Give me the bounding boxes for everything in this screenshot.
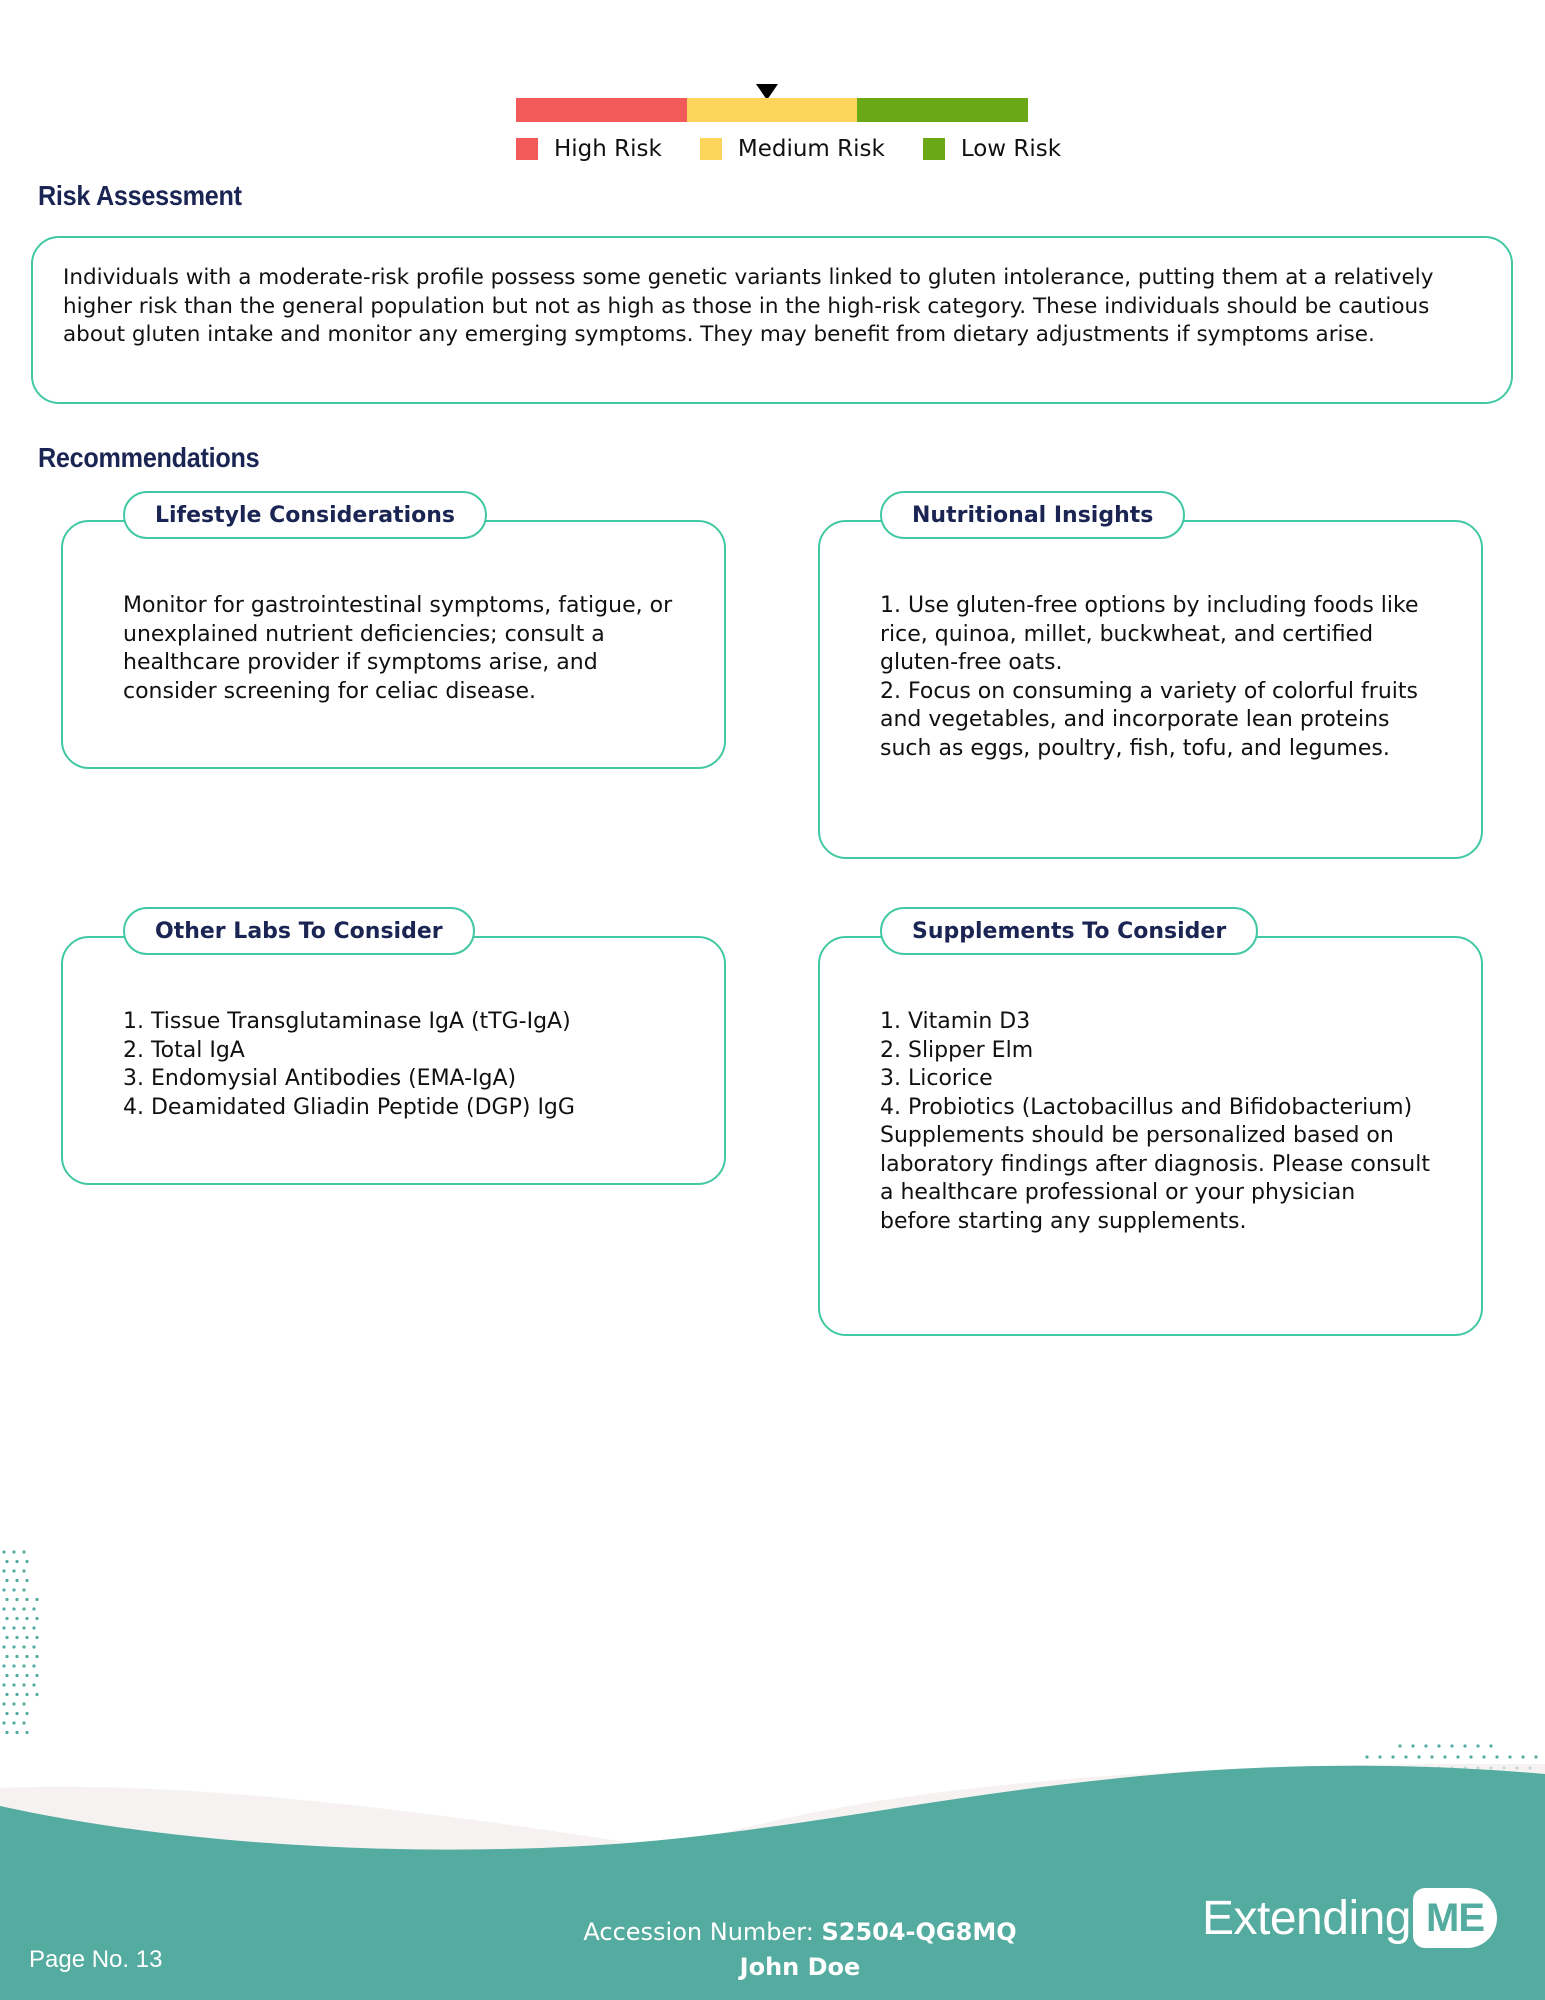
card-line: 3. Licorice xyxy=(880,1066,993,1091)
lifestyle-card-body xyxy=(123,592,674,706)
labs-card-body xyxy=(123,1008,674,1122)
legend-low-risk xyxy=(923,136,1061,162)
medium-risk-segment xyxy=(687,98,858,122)
low-risk-swatch xyxy=(923,138,945,160)
lifestyle-card xyxy=(61,502,726,769)
card-line: 4. Probiotics (Lactobacillus and Bifidobacterium) xyxy=(880,1094,1413,1120)
card-line: 1. Tissue Transglutaminase IgA (tTG-IgA) xyxy=(123,1009,571,1034)
extendingme-logo xyxy=(1202,1888,1497,1948)
card-line: 1. Use gluten-free options by including foods like rice, quinoa, millet, buckwheat, and certified gluten-free oats. xyxy=(880,593,1419,675)
recommendations-title: Recommendations xyxy=(38,442,260,473)
risk-scale-bar xyxy=(516,98,1028,122)
nutrition-card-title: Nutritional Insights xyxy=(880,491,1185,539)
supplements-card-title: Supplements To Consider xyxy=(880,907,1258,955)
lifestyle-card-title: Lifestyle Considerations xyxy=(123,491,487,539)
card-line: 2. Focus on consuming a variety of colorful fruits and vegetables, and incorporate lean proteins such as eggs, poultry, fish, tofu, and legumes. xyxy=(880,678,1418,761)
legend-label: High Risk xyxy=(554,136,662,162)
risk-assessment-box: Individuals with a moderate-risk profile possess some genetic variants linked to gluten intolerance, putting them at a relatively higher risk than the general population but not as high as those in the high-risk category. These individuals should be cautious about gluten intake and monitor any emerging symptoms. They may benefit from dietary adjustments if symptoms arise. xyxy=(31,236,1513,404)
labs-card-title: Other Labs To Consider xyxy=(123,907,475,955)
high-risk-swatch xyxy=(516,138,538,160)
legend-medium-risk xyxy=(700,136,885,162)
risk-assessment-title: Risk Assessment xyxy=(38,180,242,211)
labs-card xyxy=(61,918,726,1185)
card-line: 2. Slipper Elm xyxy=(880,1037,1034,1063)
patient-name: John Doe xyxy=(739,1953,861,1981)
card-line: Supplements should be personalized based on laboratory findings after diagnosis. Please consult a healthcare professional or your physician before starting any supplements. xyxy=(880,1123,1430,1234)
card-line: 4. Deamidated Gliadin Peptide (DGP) IgG xyxy=(123,1094,575,1120)
medium-risk-swatch xyxy=(700,138,722,160)
supplements-card-body xyxy=(880,1008,1431,1236)
card-line: 3. Endomysial Antibodies (EMA-IgA) xyxy=(123,1066,517,1091)
card-line: 1. Vitamin D3 xyxy=(880,1009,1031,1034)
risk-legend xyxy=(516,136,1099,162)
logo-badge: ME xyxy=(1413,1888,1497,1948)
decorative-dots-left xyxy=(0,1548,50,1748)
accession-value: S2504-QG8MQ xyxy=(821,1918,1017,1946)
nutrition-card xyxy=(818,502,1483,859)
supplements-card xyxy=(818,918,1483,1336)
legend-label: Low Risk xyxy=(960,136,1062,162)
card-line: 2. Total IgA xyxy=(123,1037,245,1063)
legend-high-risk xyxy=(516,136,662,162)
accession-label: Accession Number: xyxy=(583,1918,814,1946)
high-risk-segment xyxy=(516,98,687,122)
logo-word: Extending xyxy=(1202,1891,1411,1945)
card-line: Monitor for gastrointestinal symptoms, fatigue, or unexplained nutrient deficiencies; consult a healthcare provider if symptoms arise, and consider screening for celiac disease. xyxy=(123,593,673,704)
page-number: Page No. 13 xyxy=(29,1946,163,1973)
nutrition-card-body xyxy=(880,592,1431,763)
legend-label: Medium Risk xyxy=(737,136,885,162)
low-risk-segment xyxy=(857,98,1028,122)
